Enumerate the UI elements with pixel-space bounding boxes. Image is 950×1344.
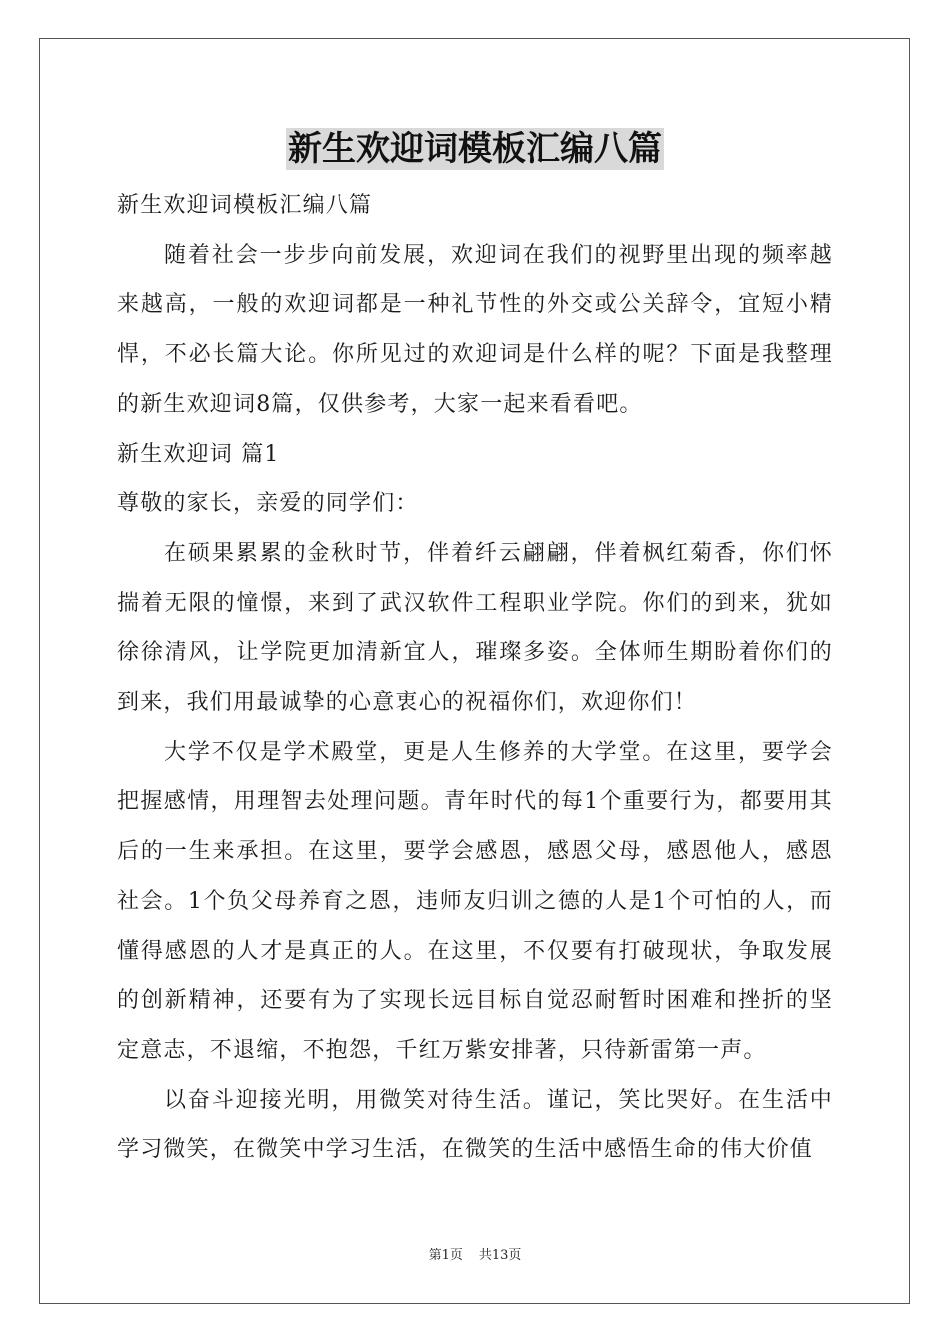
document-body [117, 181, 833, 1175]
body-paragraph: 在硕果累累的金秋时节，伴着纤云翩翩，伴着枫红菊香，你们怀揣着无限的憧憬，来到了武汉软件工程职业学院。你们的到来，犹如徐徐清风，让学院更加清新宜人，璀璨多姿。全体师生期盼着你们的到来，我们用最诚挚的心意衷心的祝福你们，欢迎你们！ [117, 540, 833, 716]
intro-paragraph: 随着社会一步步向前发展，欢迎词在我们的视野里出现的频率越来越高，一般的欢迎词都是一种礼节性的外交或公关辞令，宜短小精悍，不必长篇大论。你所见过的欢迎词是什么样的呢？下面是我整理的新生欢迎词8篇，仅供参考，大家一起来看看吧。 [117, 242, 833, 417]
page-number: 第1页 [428, 1248, 463, 1263]
page-footer [0, 1247, 950, 1265]
body-paragraph: 大学不仅是学术殿堂，更是人生修养的大学堂。在这里，要学会把握感情，用理智去处理问题。青年时代的每1个重要行为，都要用其后的一生来承担。在这里，要学会感恩，感恩父母，感恩他人，感恩社会。1个负父母养育之恩，违师友归训之德的人是1个可怕的人，而懂得感恩的人才是真正的人。在这里，不仅要有打破现状，争取发展的创新精神，还要有为了实现长远目标自觉忍耐暂时困难和挫折的坚定意志，不退缩，不抱怨，千红万紫安排著，只待新雷第一声。 [117, 739, 833, 1063]
body-paragraph: 以奋斗迎接光明，用微笑对待生活。谨记，笑比哭好。在生活中学习微笑，在微笑中学习生活，在微笑的生活中感悟生命的伟大价值 [117, 1087, 833, 1163]
salutation: 尊敬的家长，亲爱的同学们： [117, 491, 419, 517]
subtitle-line: 新生欢迎词模板汇编八篇 [117, 193, 373, 218]
title-container [0, 128, 950, 170]
document-title: 新生欢迎词模板汇编八篇 [288, 129, 662, 169]
section-heading: 新生欢迎词 篇1 [117, 441, 280, 467]
page-total: 共13页 [478, 1248, 522, 1263]
